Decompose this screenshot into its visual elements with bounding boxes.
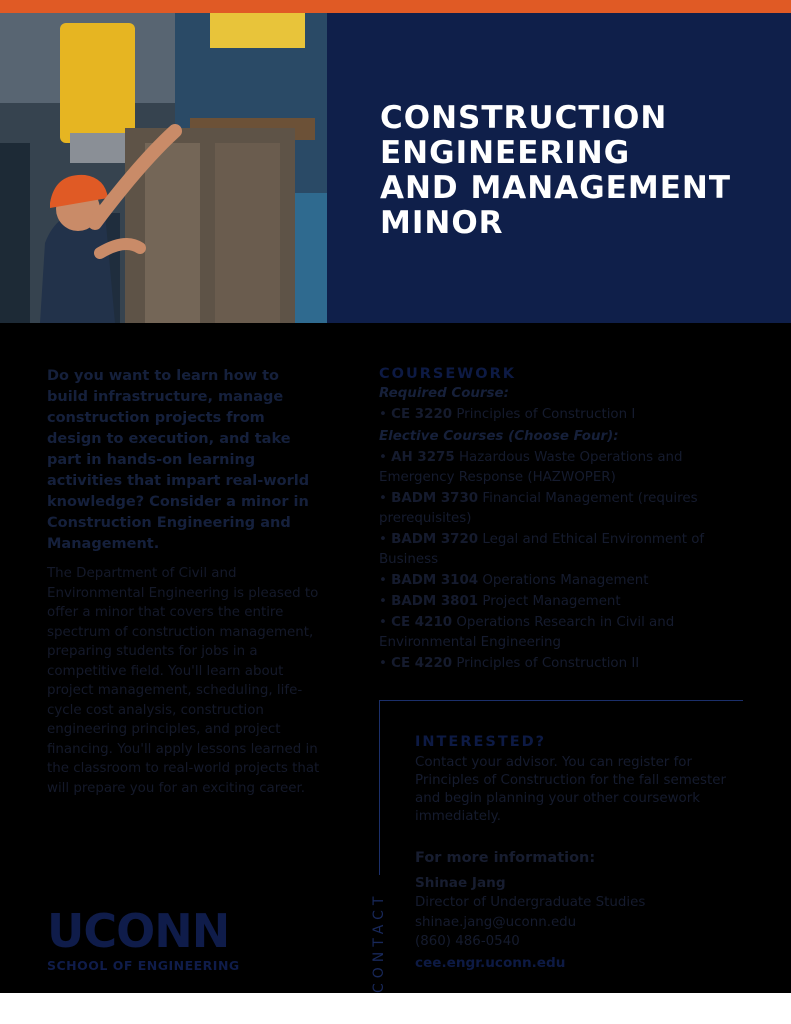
coursework-heading: COURSEWORK [379,366,516,382]
logo-wordmark: UCONN [47,904,230,958]
more-info-label: For more information: [415,850,596,866]
title-line: AND MANAGEMENT [380,170,731,206]
course-code: CE 4220 [391,656,453,671]
bullet: • [379,407,387,422]
course-name: Financial Management (requires prerequisites) [379,491,698,526]
bullet: • [379,491,387,506]
course-code: CE 4210 [391,615,453,630]
course-item [379,530,749,570]
website-link[interactable]: cee.engr.uconn.edu [415,954,566,971]
contact-divider-vertical [379,700,380,875]
course-name: Principles of Construction II [456,656,640,671]
hero-photo [0,13,327,323]
course-name: Principles of Construction I [456,407,636,422]
bullet: • [379,656,387,671]
logo-subtitle: SCHOOL OF ENGINEERING [47,958,240,973]
course-code: BADM 3720 [391,532,479,547]
course-code: AH 3275 [391,450,455,465]
course-name: Hazardous Waste Operations and Emergency Response (HAZWOPER) [379,450,683,485]
course-name: Operations Research in Civil and Environmental Engineering [379,615,675,650]
course-code: BADM 3104 [391,573,479,588]
course-name: Project Management [482,594,621,609]
contact-divider-horizontal [379,700,743,701]
bottom-margin [0,993,791,1024]
page-title [380,101,780,241]
course-code: BADM 3801 [391,594,479,609]
bullet: • [379,615,387,630]
course-item [379,448,749,488]
bullet: • [379,594,387,609]
interested-heading: INTERESTED? [415,734,547,750]
course-item [379,654,749,674]
coursework-section [379,366,749,675]
contact-section [415,734,735,973]
required-label: Required Course: [379,386,509,401]
contact-phone: (860) 486-0540 [415,934,520,949]
hero-title-panel [327,13,791,323]
course-code: CE 3220 [391,407,453,422]
construction-worker-illustration [0,13,327,323]
contact-title: Director of Undergraduate Studies [415,895,646,910]
title-line: ENGINEERING [380,135,631,171]
bullet: • [379,450,387,465]
course-item [379,571,749,591]
title-line: CONSTRUCTION [380,100,668,136]
uconn-logo [47,906,257,973]
elective-label: Elective Courses (Choose Four): [379,429,619,444]
course-name: Operations Management [482,573,649,588]
intro-lead: Do you want to learn how to build infrastructure, manage construction projects from design to execution, and take part in hands-on learning activities that impart real-world knowledge? Consider a minor in Construction Engineering and Management. [47,368,310,552]
intro-body: The Department of Civil and Environmental Engineering is pleased to offer a minor that covers the entire spectrum of construction management, preparing students for jobs in a competitive field. You'll learn about project management, scheduling, life-cycle cost analysis, construction engineering principles, and project financing. You'll apply lessons learned in the classroom to real-world projects that will prepare you for an exciting career. [47,566,320,796]
course-item [379,613,749,653]
accent-stripe [0,0,791,13]
course-item [379,592,749,612]
course-item [379,489,749,529]
contact-email[interactable]: shinae.jang@uconn.edu [415,914,577,930]
contact-vertical-label: CONTACT [371,891,387,993]
interested-body: Contact your advisor. You can register for Principles of Construction for the fall semester and begin planning your other coursework immediately. [415,755,726,824]
contact-name: Shinae Jang [415,875,506,891]
bullet: • [379,532,387,547]
title-line: MINOR [380,205,504,241]
course-item [379,405,749,425]
bullet: • [379,573,387,588]
course-name: Legal and Ethical Environment of Business [379,532,705,567]
course-code: BADM 3730 [391,491,479,506]
